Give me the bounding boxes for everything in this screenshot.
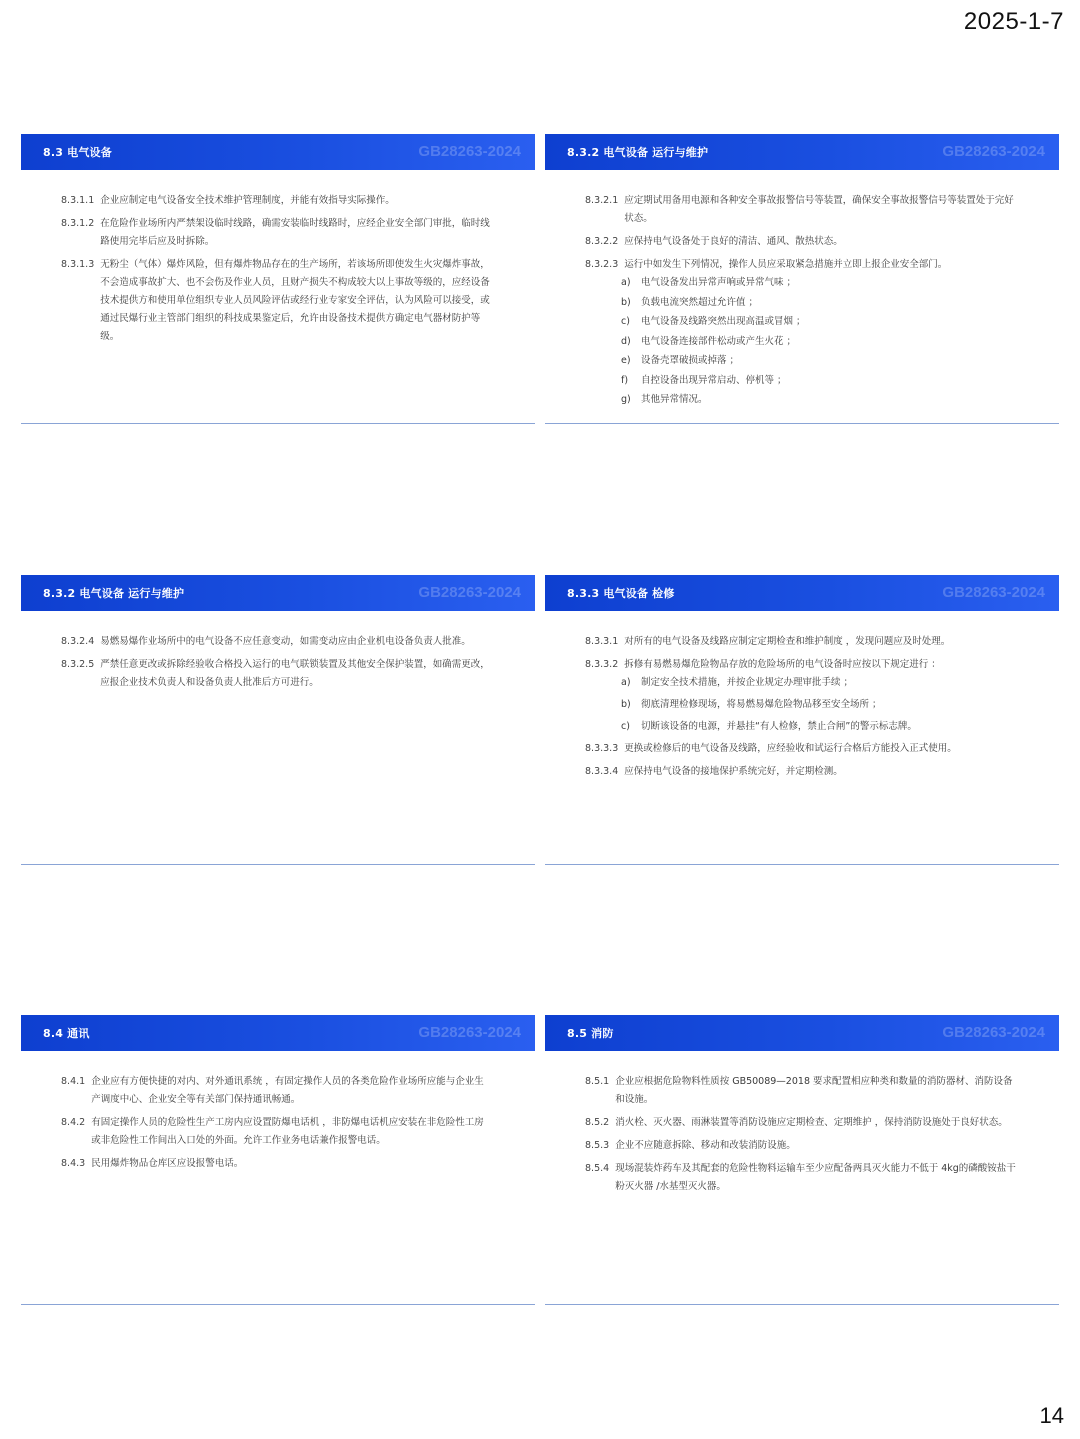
slide-body: [21, 1051, 535, 1173]
clause-number: 8.3.2.3: [585, 259, 619, 270]
slide-header: [545, 134, 1059, 170]
list-item: [585, 354, 1017, 368]
slide-watermark: GB28263-2024: [418, 584, 521, 601]
list-item: [585, 393, 1017, 407]
clause: [585, 763, 1017, 781]
slide-title: 8.3.2 电气设备 运行与维护: [43, 587, 185, 600]
clause-number: 8.4.2: [61, 1117, 86, 1128]
list-item-text: 其他异常情况。: [641, 394, 708, 405]
list-marker: c): [621, 721, 630, 732]
clause-text: 企业应根据危险物料性质按 GB50089—2018 要求配置相应种类和数量的消防器材、消防设备和设施。: [615, 1076, 1013, 1105]
slide-title: 8.3.3 电气设备 检修: [567, 587, 675, 600]
slide-header: [21, 575, 535, 611]
list-marker: g): [621, 394, 631, 405]
clause: [61, 1073, 493, 1109]
slide-body: [545, 611, 1059, 781]
list-item-text: 设备壳罩破损或掉落 ；: [641, 355, 740, 366]
clause: [585, 192, 1017, 228]
slide-body: [545, 1051, 1059, 1196]
clause: [585, 633, 1017, 651]
list-item: [585, 276, 1017, 290]
slide-8-3-2-a: [545, 134, 1059, 424]
clause: [585, 740, 1017, 758]
clause: [61, 633, 493, 651]
list-marker: b): [621, 699, 631, 710]
slide-8-3: [21, 134, 535, 424]
list-item: [585, 698, 1017, 712]
slide-title: 8.3.2 电气设备 运行与维护: [567, 146, 709, 159]
clause-text: 运行中如发生下列情况，操作人员应采取紧急措施并立即上报企业安全部门。: [624, 259, 948, 270]
slide-8-3-2-b: [21, 575, 535, 865]
slide-watermark: GB28263-2024: [942, 584, 1045, 601]
page-number: 14: [1039, 1403, 1064, 1428]
clause-number: 8.5.3: [585, 1140, 610, 1151]
list-marker: b): [621, 296, 631, 308]
clause: [585, 1114, 1017, 1132]
slide-header: [545, 1015, 1059, 1051]
list-item: [585, 315, 1017, 329]
clause-number: 8.3.3.3: [585, 743, 619, 754]
clause-text: 拆修有易燃易爆危险物品存放的危险场所的电气设备时应按以下规定进行 ：: [624, 659, 941, 670]
clause-number: 8.3.2.4: [61, 636, 95, 647]
slide-header: [545, 575, 1059, 611]
clause-number: 8.3.1.2: [61, 218, 95, 229]
clause-number: 8.3.2.5: [61, 659, 95, 670]
slide-body: [21, 170, 535, 346]
list-item: [585, 335, 1017, 349]
list-marker: a): [621, 277, 631, 288]
slide-body: [21, 611, 535, 692]
list-item-text: 自控设备出现异常启动、停机等 ；: [641, 374, 787, 386]
list-item-text: 制定安全技术措施，并按企业规定办理审批手续 ；: [641, 677, 854, 688]
list-item-text: 负载电流突然超过允许值 ；: [641, 296, 759, 308]
list-marker: a): [621, 677, 631, 688]
clause: [585, 656, 1017, 674]
clause: [585, 233, 1017, 251]
list-item-text: 电气设备连接部件松动或产生火花 ；: [641, 335, 797, 347]
list-item: [585, 676, 1017, 690]
clause: [585, 1137, 1017, 1155]
page-date: 2025-1-7: [963, 8, 1064, 35]
clause-text: 企业应制定电气设备安全技术维护管理制度，并能有效指导实际操作。: [100, 195, 395, 206]
clause-text: 应保持电气设备处于良好的清洁、通风、散热状态。: [624, 236, 843, 247]
slide-header: [21, 134, 535, 170]
clause-number: 8.3.2.1: [585, 195, 619, 206]
list-item-text: 切断该设备的电源，并悬挂“有人检修，禁止合闸”的警示标志牌。: [641, 721, 917, 732]
clause: [61, 1114, 493, 1150]
slide-8-4: [21, 1015, 535, 1305]
clause-text: 对所有的电气设备及线路应制定定期检查和维护制度 ，发现问题应及时处理。: [624, 636, 951, 647]
clause: [61, 256, 493, 346]
clause-text: 易燃易爆作业场所中的电气设备不应任意变动，如需变动应由企业机电设备负责人批准。: [100, 636, 471, 647]
list-item-text: 彻底清理检修现场，将易燃易爆危险物品移至安全场所 ；: [641, 699, 882, 710]
clause-text: 无粉尘（气体）爆炸风险，但有爆炸物品存在的生产场所，若该场所即使发生火灾爆炸事故，不会造成事故扩大、也不会伤及作业人员，且财产损失不构成较大以上事故等级的，应经设备技术提供方和使用单位组织专业人员风险评估或经行业专家安全评估，认为风险可以接受，或通过民爆行业主管部门组织的科技成果鉴定后，允许由设备技术提供方确定电气器材防护等级。: [100, 259, 490, 342]
clause-number: 8.5.2: [585, 1117, 610, 1128]
clause-text: 企业不应随意拆除、移动和改装消防设施。: [615, 1140, 796, 1151]
clause: [61, 1155, 493, 1173]
clause-number: 8.3.1.3: [61, 259, 95, 270]
clause-text: 民用爆炸物品仓库区应设报警电话。: [91, 1158, 244, 1169]
list-item: [585, 720, 1017, 734]
clause-number: 8.5.1: [585, 1076, 610, 1087]
clause-number: 8.4.3: [61, 1158, 86, 1169]
list-item-text: 电气设备及线路突然出现高温或冒烟 ；: [641, 316, 806, 327]
clause-number: 8.3.3.2: [585, 659, 619, 670]
slide-body: [545, 170, 1059, 407]
clause-text: 应保持电气设备的接地保护系统完好，并定期检测。: [624, 766, 843, 777]
clause: [585, 1073, 1017, 1109]
clause-number: 8.3.2.2: [585, 236, 619, 247]
clause: [585, 256, 1017, 274]
clause-text: 在危险作业场所内严禁架设临时线路，确需安装临时线路时，应经企业安全部门审批，临时线路使用完毕后应及时拆除。: [100, 218, 490, 247]
clause-text: 现场混装炸药车及其配套的危险性物料运输车至少应配备两具灭火能力不低于 4kg的磷酸铵盐干粉灭火器 /水基型灭火器。: [615, 1163, 1016, 1192]
slide-watermark: GB28263-2024: [418, 143, 521, 160]
clause: [61, 192, 493, 210]
slide-header: [21, 1015, 535, 1051]
slide-title: 8.3 电气设备: [43, 146, 112, 159]
list-marker: c): [621, 316, 630, 327]
list-marker: e): [621, 355, 631, 366]
slide-watermark: GB28263-2024: [418, 1024, 521, 1041]
clause: [585, 1160, 1017, 1196]
clause-text: 企业应有方便快捷的对内、对外通讯系统 ，有固定操作人员的各类危险作业场所应能与企业生产调度中心、企业安全等有关部门保持通讯畅通。: [91, 1076, 484, 1105]
list-item: [585, 374, 1017, 388]
slide-watermark: GB28263-2024: [942, 143, 1045, 160]
clause: [61, 215, 493, 251]
slide-title: 8.4 通讯: [43, 1027, 90, 1040]
clause-text: 应定期试用备用电源和各种安全事故报警信号等装置，确保安全事故报警信号等装置处于完好状态。: [624, 195, 1014, 224]
clause-number: 8.3.3.4: [585, 766, 619, 777]
slide-watermark: GB28263-2024: [942, 1024, 1045, 1041]
list-marker: d): [621, 335, 631, 347]
slide-title: 8.5 消防: [567, 1027, 614, 1040]
list-item: [585, 296, 1017, 310]
slide-8-3-3: [545, 575, 1059, 865]
clause-text: 有固定操作人员的危险性生产工房内应设置防爆电话机 ，非防爆电话机应安装在非危险性工房或非危险性工作间出入口处的外面。允许工作业务电话兼作报警电话。: [91, 1117, 484, 1146]
clause-text: 消火栓、灭火器、雨淋装置等消防设施应定期检查、定期维护 ，保持消防设施处于良好状态。: [615, 1117, 1008, 1128]
clause-text: 更换或检修后的电气设备及线路，应经验收和试运行合格后方能投入正式使用。: [624, 743, 957, 754]
slide-8-5: [545, 1015, 1059, 1305]
clause-text: 严禁任意更改或拆除经验收合格投入运行的电气联锁装置及其他安全保护装置，如确需更改，应报企业技术负责人和设备负责人批准后方可进行。: [100, 659, 490, 688]
clause-number: 8.3.1.1: [61, 195, 95, 206]
clause-number: 8.5.4: [585, 1163, 610, 1174]
list-item-text: 电气设备发出异常声响或异常气味 ；: [641, 277, 797, 288]
clause-number: 8.3.3.1: [585, 636, 619, 647]
clause-number: 8.4.1: [61, 1076, 86, 1087]
list-marker: f): [621, 374, 629, 386]
clause: [61, 656, 493, 692]
